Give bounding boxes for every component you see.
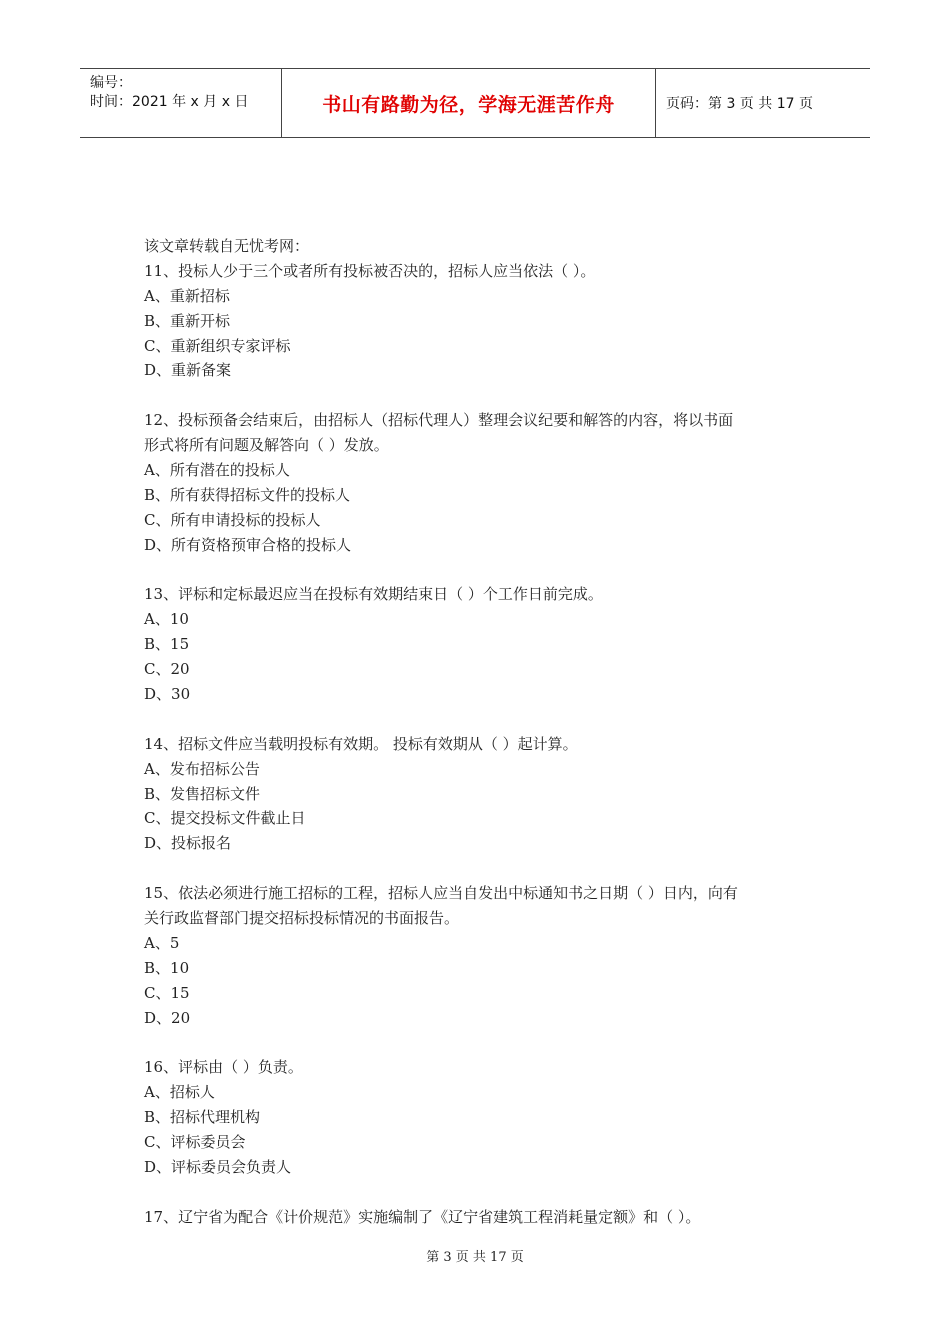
- answer-option: C、所有申请投标的投标人: [144, 510, 321, 529]
- answer-option: A、所有潜在的投标人: [144, 461, 290, 480]
- answer-option: A、5: [144, 933, 180, 952]
- answer-option: D、20: [144, 1008, 191, 1027]
- question-block: [144, 732, 824, 856]
- question-text: 关行政监督部门提交招标投标情况的书面报告。: [144, 909, 460, 928]
- document-code-label: 编号：: [90, 75, 132, 91]
- answer-option: C、20: [144, 660, 190, 679]
- question-text: 15、依法必须进行施工招标的工程，招标人应当自发出中标通知书之日期（ ）日内，向有: [144, 884, 738, 903]
- question-text: 12、投标预备会结束后，由招标人（招标代理人）整理会议纪要和解答的内容，将以书面: [144, 411, 734, 430]
- question-block: [144, 881, 824, 1030]
- answer-option: C、重新组织专家评标: [144, 336, 291, 355]
- header-info-cell: [80, 69, 281, 137]
- question-block: [144, 259, 824, 383]
- question-text: 11、投标人少于三个或者所有投标被否决的，招标人应当依法（ ）。: [144, 261, 596, 280]
- answer-option: A、重新招标: [144, 286, 230, 305]
- header-page-cell: [656, 69, 870, 137]
- question-spacer: [144, 707, 824, 732]
- question-block: [144, 1055, 824, 1179]
- document-body: [144, 234, 824, 1230]
- answer-option: D、所有资格预审合格的投标人: [144, 535, 352, 554]
- answer-option: B、15: [144, 635, 190, 654]
- question-spacer: [144, 558, 824, 583]
- answer-option: B、重新开标: [144, 311, 231, 330]
- question-spacer: [144, 383, 824, 408]
- answer-option: A、招标人: [144, 1083, 215, 1102]
- answer-option: C、评标委员会: [144, 1133, 246, 1152]
- answer-option: B、发售招标文件: [144, 784, 261, 803]
- answer-option: B、10: [144, 958, 190, 977]
- page-footer: 第 3 页 共 17 页: [426, 1250, 524, 1265]
- question-text: 16、评标由（ ）负责。: [144, 1058, 303, 1077]
- answer-option: D、30: [144, 685, 191, 704]
- answer-option: D、评标委员会负责人: [144, 1157, 292, 1176]
- question-text: 17、辽宁省为配合《计价规范》实施编制了《辽宁省建筑工程消耗量定额》和（ ）。: [144, 1207, 701, 1226]
- intro-text: 该文章转载自无忧考网：: [144, 237, 310, 255]
- answer-option: A、10: [144, 610, 189, 629]
- question-text: 14、招标文件应当载明投标有效期。 投标有效期从（ ）起计算。: [144, 734, 578, 753]
- question-spacer: [144, 1180, 824, 1205]
- answer-option: D、重新备案: [144, 361, 232, 380]
- question-block: [144, 1205, 824, 1230]
- answer-option: D、投标报名: [144, 834, 232, 853]
- page-header: [80, 68, 870, 138]
- answer-option: C、提交投标文件截止日: [144, 809, 306, 828]
- answer-option: B、招标代理机构: [144, 1108, 261, 1127]
- header-motto: 书山有路勤为径，学海无涯苦作舟: [322, 93, 615, 116]
- answer-option: A、发布招标公告: [144, 759, 260, 778]
- header-motto-cell: [281, 69, 656, 137]
- header-page-number: 页码：第 3 页 共 17 页: [666, 96, 813, 112]
- question-spacer: [144, 1031, 824, 1056]
- question-text: 13、评标和定标最迟应当在投标有效期结束日（ ）个工作日前完成。: [144, 585, 603, 604]
- document-time-label: 时间：2021 年 x 月 x 日: [90, 94, 249, 110]
- question-block: [144, 408, 824, 557]
- question-block: [144, 582, 824, 706]
- answer-option: B、所有获得招标文件的投标人: [144, 485, 351, 504]
- question-spacer: [144, 856, 824, 881]
- question-text: 形式将所有问题及解答向（ ）发放。: [144, 436, 389, 455]
- answer-option: C、15: [144, 983, 190, 1002]
